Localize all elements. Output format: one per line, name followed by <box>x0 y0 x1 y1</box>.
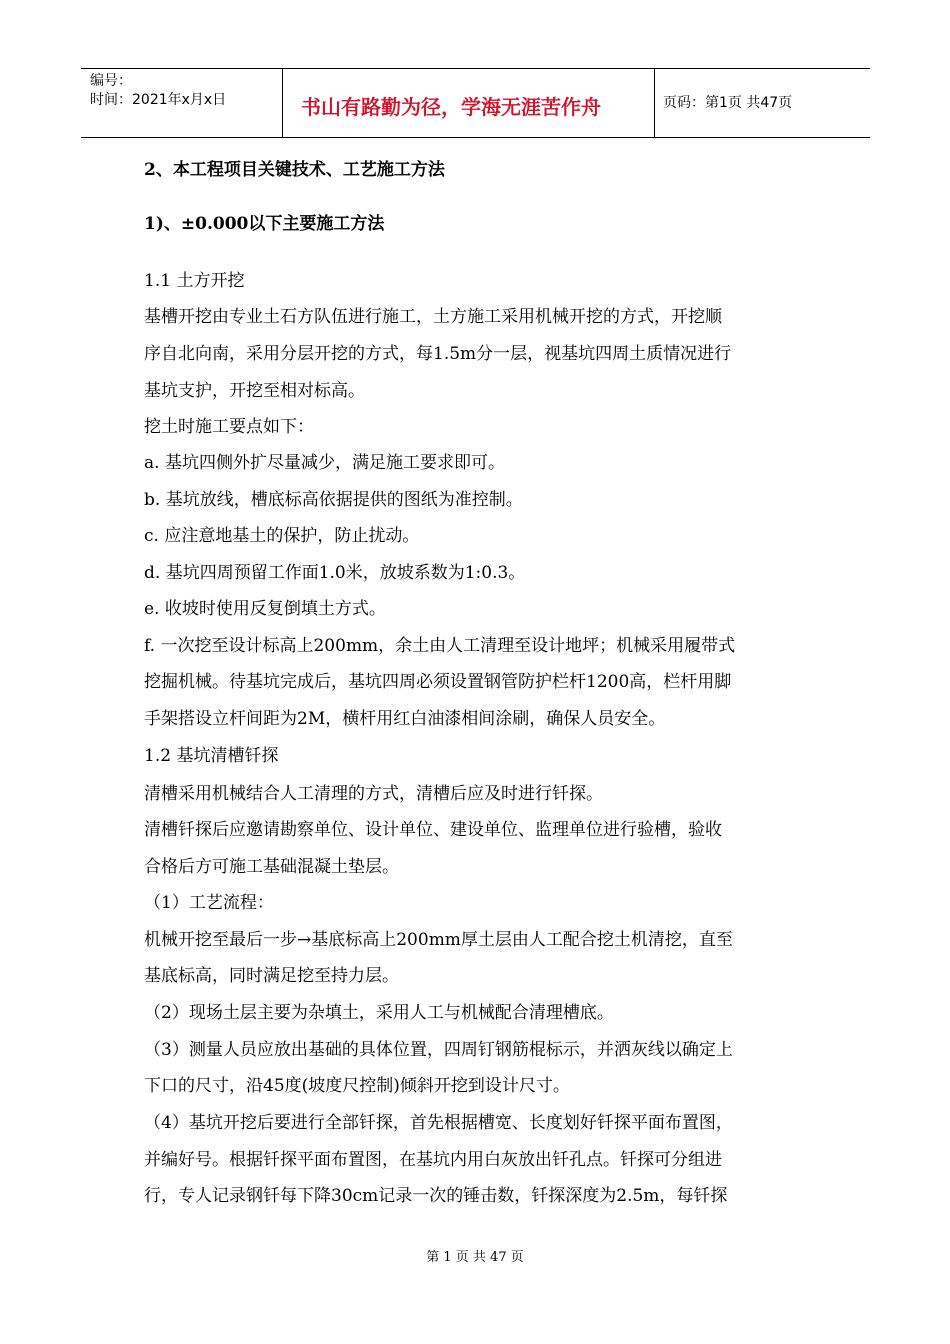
subsection-heading: 1)、±0.000以下主要施工方法 <box>144 214 385 234</box>
paragraph-line: 序自北向南，采用分层开挖的方式，每1.5m分一层，视基坑四周土质情况进行 <box>144 344 732 364</box>
paragraph-line: 清槽钎探后应邀请勘察单位、设计单位、建设单位、监理单位进行验槽，验收 <box>144 820 722 840</box>
paragraph-line: （1）工艺流程： <box>144 893 274 913</box>
paragraph-line: 挖土时施工要点如下： <box>144 417 314 437</box>
subsection-title: 1.2 基坑清槽钎探 <box>144 746 279 766</box>
header-page-info: 页码：第1页 共47页 <box>663 95 793 111</box>
paragraph-line: 机械开挖至最后一步→基底标高上200mm厚土层由人工配合挖土机清挖，直至 <box>144 930 733 950</box>
list-item: c. 应注意地基土的保护，防止扰动。 <box>144 526 420 546</box>
paragraph-line: （4）基坑开挖后要进行全部钎探，首先根据槽宽、长度划好钎探平面布置图， <box>144 1113 733 1133</box>
list-item: e. 收坡时使用反复倒填土方式。 <box>144 599 386 619</box>
list-item: f. 一次挖至设计标高上200mm，余土由人工清理至设计地坪；机械采用履带式 <box>144 636 736 656</box>
paragraph-line: 合格后方可施工基础混凝土垫层。 <box>144 857 399 877</box>
document-header <box>81 68 870 138</box>
paragraph-line: 下口的尺寸，沿45度(坡度尺控制)倾斜开挖到设计尺寸。 <box>144 1076 570 1096</box>
document-date-label: 时间：2021年x月x日 <box>90 92 227 108</box>
paragraph-line: 挖掘机械。待基坑完成后，基坑四周必须设置钢管防护栏杆1200高，栏杆用脚 <box>144 672 732 692</box>
document-number-label: 编号： <box>90 73 132 89</box>
paragraph-line: 基坑支护，开挖至相对标高。 <box>144 381 365 401</box>
list-item: d. 基坑四周预留工作面1.0米，放坡系数为1:0.3。 <box>144 563 526 583</box>
paragraph-line: 行，专人记录钢钎每下降30cm记录一次的锤击数，钎探深度为2.5m，每钎探 <box>144 1186 728 1206</box>
paragraph-line: 手架搭设立杆间距为2M，横杆用红白油漆相间涂刷，确保人员安全。 <box>144 709 666 729</box>
paragraph-line: 清槽采用机械结合人工清理的方式，清槽后应及时进行钎探。 <box>144 784 603 804</box>
header-page-cell <box>655 69 870 137</box>
paragraph-line: 并编好号。根据钎探平面布置图，在基坑内用白灰放出钎孔点。钎探可分组进 <box>144 1150 722 1170</box>
header-motto: 书山有路勤为径，学海无涯苦作舟 <box>301 95 601 119</box>
paragraph-line: （3）测量人员应放出基础的具体位置，四周钉钢筋棍标示，并洒灰线以确定上 <box>144 1040 733 1060</box>
list-item: a. 基坑四侧外扩尽量减少，满足施工要求即可。 <box>144 453 505 473</box>
list-item: b. 基坑放线，槽底标高依据提供的图纸为准控制。 <box>144 490 523 510</box>
header-info-cell <box>81 69 283 137</box>
subsection-title: 1.1 土方开挖 <box>144 271 245 291</box>
page-footer: 第 1 页 共 47 页 <box>426 1250 524 1265</box>
paragraph-line: 基底标高，同时满足挖至持力层。 <box>144 966 399 986</box>
header-motto-cell <box>283 69 655 137</box>
paragraph-line: （2）现场土层主要为杂填土，采用人工与机械配合清理槽底。 <box>144 1003 614 1023</box>
section-heading: 2、本工程项目关键技术、工艺施工方法 <box>144 160 445 180</box>
paragraph-line: 基槽开挖由专业土石方队伍进行施工，土方施工采用机械开挖的方式，开挖顺 <box>144 307 722 327</box>
